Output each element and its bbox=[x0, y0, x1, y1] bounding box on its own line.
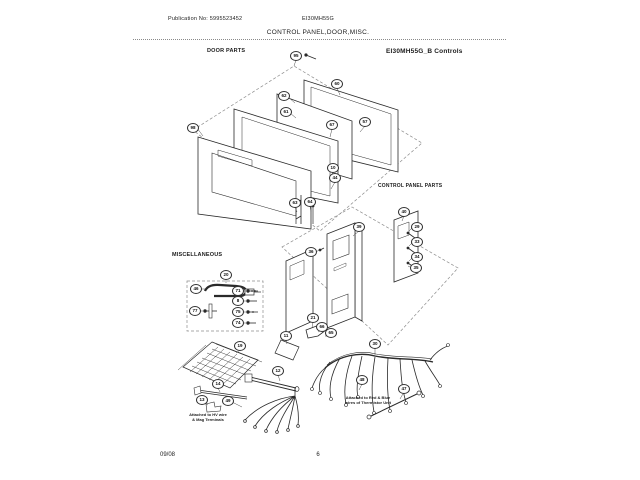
section-label-control-panel-parts: CONTROL PANEL PARTS bbox=[378, 183, 443, 189]
callout-balloon: 21 bbox=[307, 313, 319, 323]
hv-wire-note-line1: Attached to HV wire bbox=[189, 412, 227, 417]
callout-balloon: 75 bbox=[232, 307, 244, 317]
page-title: CONTROL PANEL,DOOR,MISC. bbox=[266, 29, 370, 36]
callout-balloon: 71 bbox=[232, 286, 244, 296]
callout-balloon: 13 bbox=[196, 395, 208, 405]
callout-balloon: 63 bbox=[289, 198, 301, 208]
callout-balloon: 47 bbox=[398, 384, 410, 394]
footer-date: 09/08 bbox=[160, 452, 176, 458]
footer-page-number: 6 bbox=[316, 452, 320, 458]
hv-wire-note-line2: & Mag Terminals bbox=[192, 416, 224, 422]
section-label-controls-variant: EI30MH55G_B Controls bbox=[386, 48, 463, 55]
callout-balloon: 66 bbox=[316, 322, 328, 332]
callout-balloon: 11 bbox=[280, 331, 292, 341]
section-label-door-parts: DOOR PARTS bbox=[207, 48, 246, 54]
callout-balloon: 10 bbox=[327, 163, 339, 173]
callout-balloon: 49 bbox=[222, 396, 234, 406]
callout-balloon: 36 bbox=[305, 247, 317, 257]
thermistor-note bbox=[345, 396, 391, 405]
callout-balloon: 19 bbox=[234, 341, 246, 351]
callout-balloon: 34 bbox=[411, 252, 423, 262]
callout-balloon: 61 bbox=[280, 107, 292, 117]
callout-balloon: 35 bbox=[410, 263, 422, 273]
control-panel-art bbox=[286, 211, 418, 338]
callout-balloon: 77 bbox=[189, 306, 201, 316]
callout-balloon: 33 bbox=[411, 237, 423, 247]
section-label-miscellaneous: MISCELLANEOUS bbox=[172, 252, 223, 258]
callout-balloon: 65 bbox=[325, 328, 337, 338]
callout-balloon: 44 bbox=[329, 173, 341, 183]
callout-balloon: 46 bbox=[190, 284, 202, 294]
callout-balloon: 62 bbox=[278, 91, 290, 101]
thermistor-note-line2: wires of Thermistor Unit bbox=[344, 399, 392, 405]
callout-balloon: 12 bbox=[272, 366, 284, 376]
callout-balloon: 48 bbox=[356, 375, 368, 385]
callout-balloon: 30 bbox=[369, 339, 381, 349]
callout-balloon: 57 bbox=[359, 117, 371, 127]
publication-number: Publication No: 5995523452 bbox=[168, 16, 243, 22]
callout-balloon: 39 bbox=[353, 222, 365, 232]
callout-balloon: 8 bbox=[232, 296, 244, 306]
callout-balloon: 95 bbox=[290, 51, 302, 61]
callout-balloon: 14 bbox=[212, 379, 224, 389]
callout-balloon: 20 bbox=[220, 270, 232, 280]
hv-wire-note bbox=[189, 413, 227, 422]
callout-balloon: 29 bbox=[411, 222, 423, 232]
model-number: EI30MH55G bbox=[301, 16, 335, 22]
callout-balloon: 40 bbox=[398, 207, 410, 217]
callout-balloon: 98 bbox=[187, 123, 199, 133]
callout-balloon: 74 bbox=[232, 318, 244, 328]
thermistor-note-line1: Attached to Red & Blue bbox=[345, 395, 391, 400]
callout-balloon: 67 bbox=[326, 120, 338, 130]
callout-balloon: 64 bbox=[304, 197, 316, 207]
wiring-harness-art bbox=[311, 344, 450, 420]
callout-balloon: 60 bbox=[331, 79, 343, 89]
